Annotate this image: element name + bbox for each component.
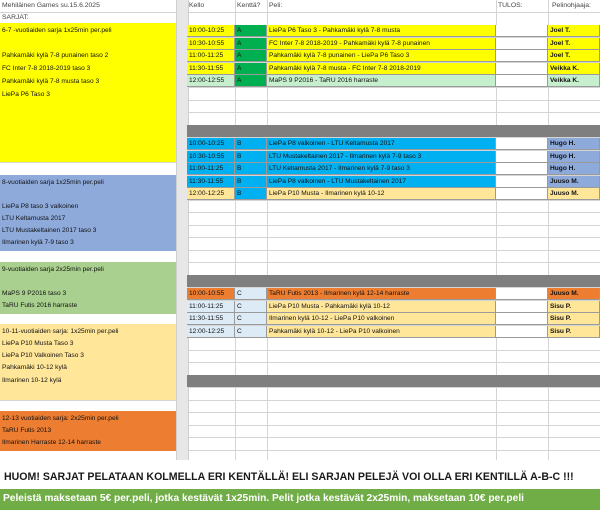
section-9[interactable] — [0, 262, 176, 314]
referee-cell[interactable]: Juuso M. — [548, 176, 600, 188]
time-cell[interactable]: 12:00-12:55 — [187, 75, 235, 87]
field-cell[interactable]: C — [235, 326, 267, 338]
game-cell[interactable]: Pahkamäki kylä 7-8 musta - FC Inter 7-8 2018-2019 — [267, 63, 496, 75]
field-cell[interactable]: B — [235, 151, 267, 163]
game-cell[interactable]: Ilmarinen kylä 10-12 - LiePa P10 valkoinen — [267, 313, 496, 325]
result-cell[interactable] — [496, 288, 548, 300]
field-cell[interactable]: A — [235, 63, 267, 75]
result-cell[interactable] — [496, 151, 548, 163]
referee-cell[interactable]: Juuso M. — [548, 188, 600, 200]
grid-row-line — [0, 12, 600, 13]
referee-cell[interactable]: Joel T. — [548, 25, 600, 37]
time-cell[interactable]: 11:30-11:55 — [187, 63, 235, 75]
game-row[interactable] — [187, 151, 600, 163]
section-line: TaRU Futis 2016 harraste — [2, 302, 78, 309]
game-row[interactable] — [187, 163, 600, 175]
time-cell[interactable]: 11:00-11:25 — [187, 301, 235, 313]
footer-notice: HUOM! SARJAT PELATAAN KOLMELLA ERI KENTÄLLÄ! ELI SARJAN PELEJÄ VOI OLLA ERI KENTILLÄ A-B-C !!! — [4, 471, 574, 483]
section-line: 9-vuotiaiden sarja 2x25min per.peli — [2, 266, 104, 273]
result-cell[interactable] — [496, 50, 548, 62]
section-6-7[interactable] — [0, 23, 176, 162]
time-cell[interactable]: 10:00-10:55 — [187, 288, 235, 300]
time-cell[interactable]: 12:00-12:25 — [187, 326, 235, 338]
footer-payment-row — [0, 489, 600, 510]
header-tulos: TULOS: — [498, 2, 523, 9]
referee-cell[interactable]: Hugo H. — [548, 138, 600, 150]
field-cell[interactable]: C — [235, 301, 267, 313]
referee-cell[interactable]: Sisu P. — [548, 301, 600, 313]
game-row[interactable] — [187, 75, 600, 87]
game-cell[interactable]: LiePa P10 Musta - Pahkamäki kylä 10-12 — [267, 301, 496, 313]
separator-bar — [187, 125, 600, 137]
game-row[interactable] — [187, 301, 600, 313]
game-cell[interactable]: TaRU Futis 2013 - Ilmarinen kylä 12-14 harraste — [267, 288, 496, 300]
section-line: Pahkamäki kylä 7-8 musta taso 3 — [2, 78, 100, 85]
field-cell[interactable]: C — [235, 288, 267, 300]
game-cell[interactable]: FC Inter 7-8 2018-2019 - Pahkamäki kylä 7-8 punainen — [267, 38, 496, 50]
field-cell[interactable]: A — [235, 50, 267, 62]
result-cell[interactable] — [496, 188, 548, 200]
footer-notice-row — [0, 460, 600, 489]
time-cell[interactable]: 10:30-10:55 — [187, 38, 235, 50]
section-10-11[interactable] — [0, 324, 176, 400]
sarjat-label: SARJAT: — [2, 14, 29, 21]
section-line: Ilmarinen 10-12 kylä — [2, 377, 62, 384]
time-cell[interactable]: 10:00-10:25 — [187, 138, 235, 150]
field-cell[interactable]: B — [235, 176, 267, 188]
header-peli: Peli: — [269, 2, 283, 9]
referee-cell[interactable]: Veikka K. — [548, 75, 600, 87]
section-line: 6-7 -vuotiaiden sarja 1x25min per.peli — [2, 27, 112, 34]
time-cell[interactable]: 11:30-11:55 — [187, 313, 235, 325]
time-cell[interactable]: 11:00-11:25 — [187, 163, 235, 175]
game-row[interactable] — [187, 188, 600, 200]
field-cell[interactable]: B — [235, 188, 267, 200]
referee-cell[interactable]: Juuso M. — [548, 288, 600, 300]
game-cell[interactable]: LiePa P10 Musta - Ilmarinen kylä 10-12 — [267, 188, 496, 200]
time-cell[interactable]: 11:00-11:25 — [187, 50, 235, 62]
result-cell[interactable] — [496, 301, 548, 313]
game-cell[interactable]: MaPS 9 P2016 - TaRU 2016 harraste — [267, 75, 496, 87]
section-line: Ilmarinen kylä 7-9 taso 3 — [2, 239, 74, 246]
game-row[interactable] — [187, 288, 600, 300]
result-cell[interactable] — [496, 176, 548, 188]
section-line: Ilmarinen Harraste 12-14 harraste — [2, 439, 101, 446]
section-line: MaPS 9 P2016 taso 3 — [2, 290, 67, 297]
header-kello: Kello — [189, 2, 205, 9]
referee-cell[interactable]: Hugo H. — [548, 163, 600, 175]
header-pelinohjaaja: Pelinohjaaja: — [552, 2, 591, 9]
result-cell[interactable] — [496, 63, 548, 75]
section-line: 8-vuotiaiden sarja 1x25min per.peli — [2, 179, 104, 186]
section-12-13[interactable] — [0, 411, 176, 451]
game-row[interactable] — [187, 176, 600, 188]
game-row[interactable] — [187, 50, 600, 62]
result-cell[interactable] — [496, 313, 548, 325]
section-line: TaRU Futis 2013 — [2, 427, 52, 434]
result-cell[interactable] — [496, 75, 548, 87]
game-row[interactable] — [187, 25, 600, 37]
field-cell[interactable]: A — [235, 38, 267, 50]
field-cell[interactable]: B — [235, 163, 267, 175]
field-cell[interactable]: B — [235, 138, 267, 150]
section-line: Pahkamäki kylä 7-8 punainen taso 2 — [2, 52, 109, 59]
game-cell[interactable]: LiePa P8 valkoinen - LTU Keltamusta 2017 — [267, 138, 496, 150]
referee-cell[interactable]: Hugo H. — [548, 151, 600, 163]
section-line: Pahkamäki 10-12 kylä — [2, 364, 67, 371]
game-row[interactable] — [187, 313, 600, 325]
game-cell[interactable]: LTU Mustakeltainen 2017 - Ilmarinen kylä 7-9 taso 3 — [267, 151, 496, 163]
game-cell[interactable]: Pahkamäki kylä 10-12 - LiePa P10 valkoinen — [267, 326, 496, 338]
field-cell[interactable]: A — [235, 25, 267, 37]
section-line: LiePa P10 Musta Taso 3 — [2, 340, 74, 347]
section-line: LiePa P6 Taso 3 — [2, 91, 50, 98]
result-cell[interactable] — [496, 38, 548, 50]
grid-row-line — [0, 400, 600, 401]
separator-bar — [187, 275, 600, 287]
referee-cell[interactable]: Sisu P. — [548, 313, 600, 325]
section-line: FC Inter 7-8 2018-2019 taso 3 — [2, 65, 91, 72]
game-row[interactable] — [187, 38, 600, 50]
referee-cell[interactable]: Sisu P. — [548, 326, 600, 338]
header-kentta: Kenttä? — [237, 2, 261, 9]
separator-bar — [187, 375, 600, 387]
result-cell[interactable] — [496, 163, 548, 175]
referee-cell[interactable]: Joel T. — [548, 38, 600, 50]
time-cell[interactable]: 12:00-12:25 — [187, 188, 235, 200]
game-row[interactable] — [187, 326, 600, 338]
field-cell[interactable]: A — [235, 75, 267, 87]
time-cell[interactable]: 11:30-11:55 — [187, 176, 235, 188]
time-cell[interactable]: 10:30-10:55 — [187, 151, 235, 163]
game-cell[interactable]: LiePa P6 Taso 3 - Pahkamäki kylä 7-8 musta — [267, 25, 496, 37]
sheet-title: Mehiläinen Games su.15.6.2025 — [2, 2, 100, 9]
section-line: LTU Mustakeltainen 2017 taso 3 — [2, 227, 97, 234]
result-cell[interactable] — [496, 326, 548, 338]
result-cell[interactable] — [496, 138, 548, 150]
section-line: LiePa P8 taso 3 valkoinen — [2, 203, 79, 210]
game-cell[interactable]: Pahkamäki kylä 7-8 punainen - LiePa P6 Taso 3 — [267, 50, 496, 62]
game-row[interactable] — [187, 138, 600, 150]
footer-payment: Peleistä maksetaan 5€ per.peli, jotka kestävät 1x25min. Pelit jotka kestävät 2x25min, maksetaan 10€ per.peli — [3, 493, 524, 504]
field-cell[interactable]: C — [235, 313, 267, 325]
section-line: 10-11-vuotiaiden sarja: 1x25min per.peli — [2, 328, 119, 335]
game-cell[interactable]: LiePa P8 valkoinen - LTU Mustakeltainen 2017 — [267, 176, 496, 188]
section-8[interactable] — [0, 175, 176, 251]
section-line: 12-13 vuotiaiden sarja: 2x25min per.peli — [2, 415, 119, 422]
section-line: LiePa P10 Valkoinen Taso 3 — [2, 352, 84, 359]
game-cell[interactable]: LTU Keltamusta 2017 - Ilmarinen kylä 7-9 taso 3 — [267, 163, 496, 175]
game-row[interactable] — [187, 63, 600, 75]
result-cell[interactable] — [496, 25, 548, 37]
section-line: LTU Keltamusta 2017 — [2, 215, 66, 222]
referee-cell[interactable]: Veikka K. — [548, 63, 600, 75]
referee-cell[interactable]: Joel T. — [548, 50, 600, 62]
time-cell[interactable]: 10:00-10:25 — [187, 25, 235, 37]
